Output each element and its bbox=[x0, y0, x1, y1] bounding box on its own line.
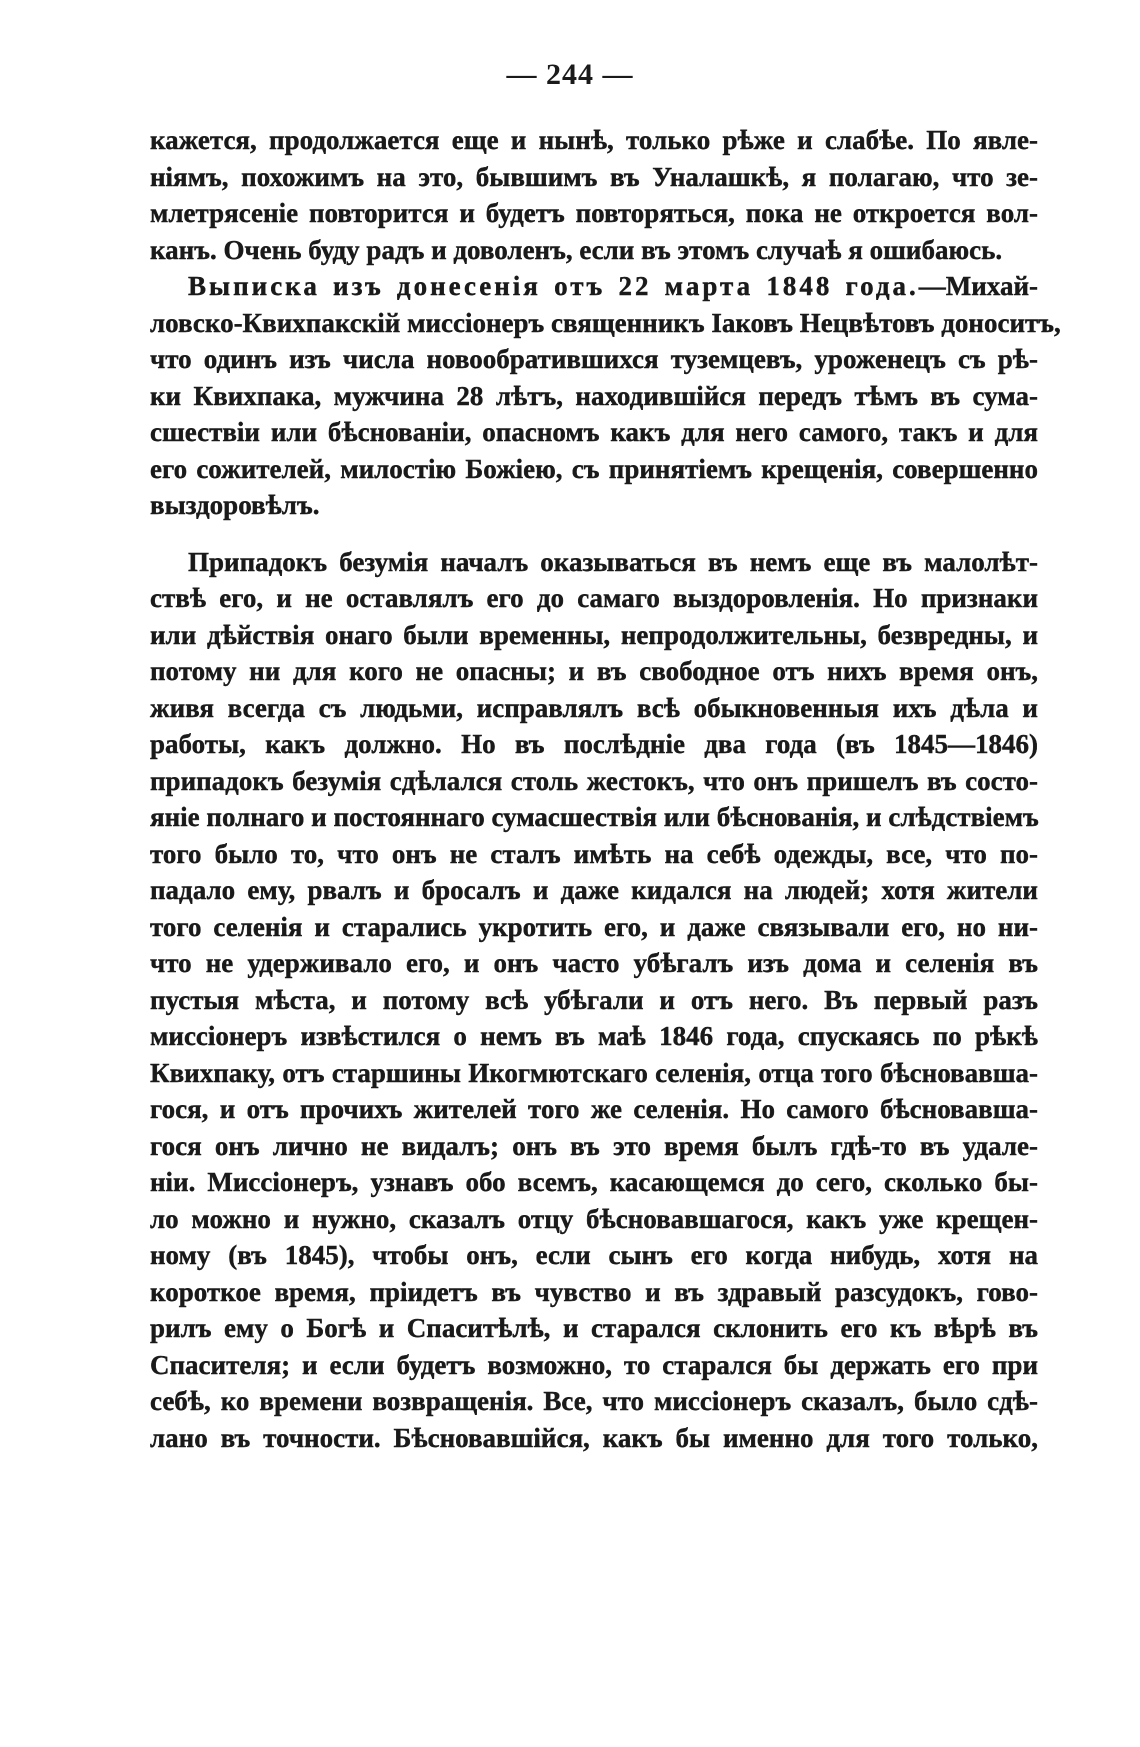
text-line: яніе полнаго и постояннаго сумасшествія или бѣснованія, и слѣдствіемъ bbox=[150, 802, 1039, 832]
text-line: себѣ, ко времени возвращенія. Все, что миссіонеръ сказалъ, было сдѣ- bbox=[150, 1386, 1038, 1416]
text-line: ніямъ, похожимъ на это, бывшимъ въ Уналашкѣ, я полагаю, что зе- bbox=[150, 161, 1038, 192]
paragraph-1 bbox=[150, 122, 1038, 268]
text-line: лано въ точности. Бѣсновавшійся, какъ бы именно для того только, bbox=[150, 1422, 1038, 1453]
page-number: — 244 — bbox=[506, 58, 634, 91]
text-line: живя всегда съ людьми, исправлялъ всѣ обыкновенныя ихъ дѣла и bbox=[150, 692, 1038, 723]
text-line bbox=[150, 268, 1038, 305]
extract-heading: Выписка изъ донесенія отъ 22 марта 1848 года. bbox=[188, 271, 919, 301]
text-line: его сожителей, милостію Божіею, съ принятіемъ крещенія, совершенно bbox=[150, 453, 1038, 484]
paragraph-gap bbox=[150, 524, 1038, 544]
text-line: ловско-Квихпакскій миссіонеръ священникъ Іаковъ Нецвѣтовъ доноситъ, bbox=[150, 307, 1061, 338]
text-line: припадокъ безумія сдѣлался столь жестокъ, что онъ пришелъ въ состо- bbox=[150, 765, 1038, 796]
text-line: того селенія и старались укротить его, и даже связывали его, но ни- bbox=[150, 911, 1038, 942]
text-line: канъ. Очень буду радъ и доволенъ, если въ этомъ случаѣ я ошибаюсь. bbox=[150, 234, 1003, 265]
text-line: гося онъ лично не видалъ; онъ въ это время былъ гдѣ-то въ удале- bbox=[150, 1130, 1038, 1161]
paragraph-2 bbox=[150, 268, 1061, 524]
text-line: или дѣйствія онаго были временны, непродолжительны, безвредны, и bbox=[150, 619, 1038, 650]
text-line: потому ни для кого не опасны; и въ свободное отъ нихъ время онъ, bbox=[150, 656, 1038, 686]
text-line: ки Квихпака, мужчина 28 лѣтъ, находившійся передъ тѣмъ въ сума- bbox=[150, 380, 1038, 411]
text-line: ствѣ его, и не оставлялъ его до самаго выздоровленія. Но признаки bbox=[150, 583, 1038, 613]
text-line: что одинъ изъ числа новообратившихся туземцевъ, уроженецъ съ рѣ- bbox=[150, 344, 1038, 374]
text-line: кажется, продолжается еще и нынѣ, только рѣже и слабѣе. По явле- bbox=[150, 125, 1038, 155]
text-line: Квихпаку, отъ старшины Икогмютскаго селенія, отца того бѣсновавша- bbox=[150, 1057, 1038, 1088]
text-line: ло можно и нужно, сказалъ отцу бѣсновавшагося, какъ уже крещен- bbox=[150, 1203, 1038, 1234]
text-line: выздоровѣлъ. bbox=[150, 490, 320, 520]
text-line: рилъ ему о Богѣ и Спаситѣлѣ, и старался склонить его къ вѣрѣ въ bbox=[150, 1313, 1038, 1343]
text-line: млетрясеніе повторится и будетъ повторяться, пока не откроется вол- bbox=[150, 198, 1038, 228]
text-line: ніи. Миссіонеръ, узнавъ обо всемъ, касающемся до сего, сколько бы- bbox=[150, 1167, 1038, 1197]
text-line: ному (въ 1845), чтобы онъ, если сынъ его когда нибудь, хотя на bbox=[150, 1240, 1038, 1270]
text-line: сшествіи или бѣсновaніи, опасномъ какъ для него самого, такъ и для bbox=[150, 417, 1038, 447]
text-line: Спасителя; и если будетъ возможно, то старался бы держать его при bbox=[150, 1349, 1038, 1380]
text-column bbox=[150, 122, 1061, 1456]
text-line: миссіонеръ извѣстился о немъ въ маѣ 1846 года, спускаясь по рѣкѣ bbox=[150, 1021, 1038, 1051]
text-line: падало ему, рвалъ и бросалъ и даже кидался на людей; хотя жители bbox=[150, 875, 1038, 905]
text-line: Припадокъ безумія началъ оказываться въ немъ еще въ малолѣт- bbox=[188, 546, 1038, 577]
text-line: короткое время, пріидетъ въ чувство и въ здравый разсудокъ, гово- bbox=[150, 1276, 1038, 1307]
heading-continuation: —Михай- bbox=[918, 271, 1038, 301]
text-line: того было то, что онъ не сталъ имѣть на себѣ одежды, все, что по- bbox=[150, 838, 1038, 869]
text-line: что не удерживало его, и онъ часто убѣгалъ изъ дома и селенія въ bbox=[150, 948, 1038, 978]
text-line: пустыя мѣста, и потому всѣ убѣгали и отъ него. Въ первый разъ bbox=[150, 984, 1038, 1015]
text-line: гося, и отъ прочихъ жителей того же селенія. Но самого бѣсновавша- bbox=[150, 1094, 1038, 1124]
text-line: работы, какъ должно. Но въ послѣдніе два года (въ 1845—1846) bbox=[150, 729, 1038, 759]
paragraph-3 bbox=[150, 544, 1038, 1457]
